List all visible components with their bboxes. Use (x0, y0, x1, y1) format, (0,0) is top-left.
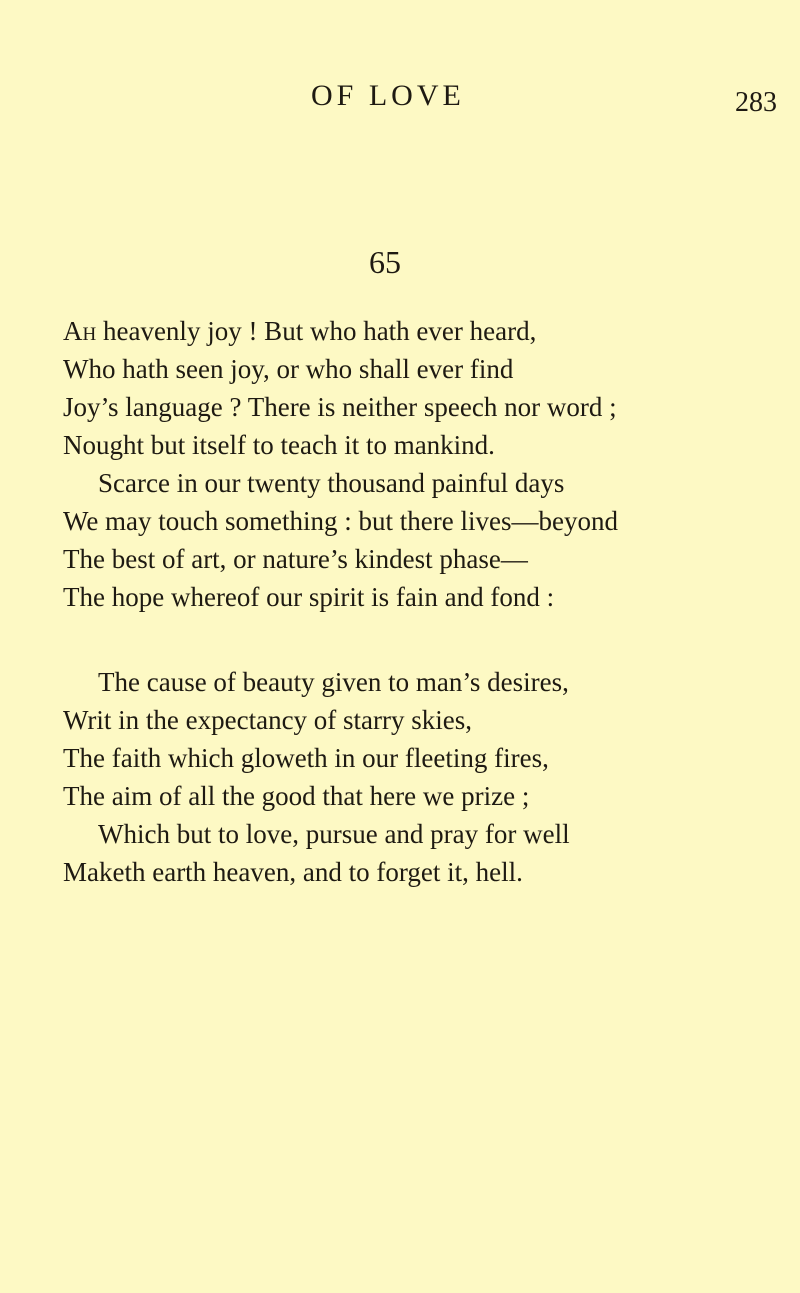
poem-line: Writ in the expectancy of starry skies, (63, 705, 473, 735)
poem-line: The best of art, or nature’s kindest phase— (63, 544, 528, 574)
poem-line: Scarce in our twenty thousand painful days (98, 468, 565, 498)
poem-line (63, 312, 800, 350)
poem-line: Maketh earth heaven, and to forget it, hell. (63, 857, 523, 887)
poem-line: The aim of all the good that here we prize ; (63, 781, 530, 811)
poem-line: Which but to love, pursue and pray for well (98, 819, 570, 849)
initial-word: Ah (63, 316, 97, 346)
stanza-1 (63, 312, 800, 616)
poem-line: The faith which gloweth in our fleeting fires, (63, 743, 549, 773)
poem-number: 65 (369, 244, 401, 280)
page-number: 283 (735, 87, 777, 118)
poem-line: Nought but itself to teach it to mankind. (63, 430, 495, 460)
poem-line: We may touch something : but there lives—beyond (63, 506, 618, 536)
poem-line: Joy’s language ? There is neither speech nor word ; (63, 392, 617, 422)
running-head (0, 72, 800, 122)
stanza-2 (63, 663, 800, 891)
poem-line: Who hath seen joy, or who shall ever find (63, 354, 514, 384)
line-text: heavenly joy ! But who hath ever heard, (96, 316, 537, 346)
poem-line: The hope whereof our spirit is fain and fond : (63, 582, 555, 612)
poem-line: The cause of beauty given to man’s desires, (98, 667, 569, 697)
running-title: OF LOVE (311, 79, 465, 112)
